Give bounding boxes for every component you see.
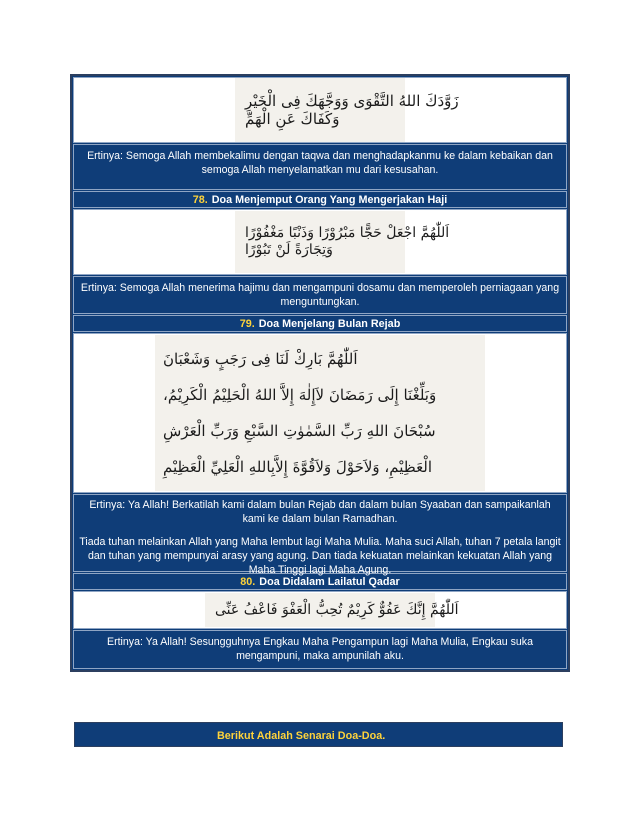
translation-text: Ertinya: Semoga Allah menerima hajimu dan mengampuni dosamu dan memperoleh perniagaan yang menguntungkan.: [80, 282, 560, 308]
arabic-line: اَللّٰهُمَّ إِنَّكَ عَفُوٌّ كَرِيْمٌ تُحِبُّ الْعَفْوَ فَاعْفُ عَنِّى: [215, 601, 459, 618]
translation-text: Ertinya: Ya Allah! Sesungguhnya Engkau Maha Pengampun lagi Maha Mulia, Engkau suka mengampuni, maka ampunilah aku.: [107, 636, 533, 662]
arabic-line: اَللّٰهُمَّ بَارِكْ لَنَا فِى رَجَبٍ وَشَعْبَانَ: [163, 350, 358, 368]
translation-text: Tiada tuhan melainkan Allah yang Maha lembut lagi Maha Mulia. Maha suci Allah, tuhan 7 petala langit dan tuhan yang mempunyai arasy yang agung. Dan tiada kekuatan melainkan kekuatan Allah yang Maha Tinggi lagi Maha Agung.: [79, 536, 561, 576]
arabic-text-image: [155, 335, 485, 491]
arabic-image-row: [73, 591, 567, 629]
arabic-line: الْعَظِيْمِ، وَلاَحَوْلَ وَلاَقُوَّةَ إِلاَّبِاللهِ الْعَلِيِّ الْعَظِيْمِ: [163, 458, 433, 476]
translation-row: [73, 276, 567, 314]
footer-text: Berikut Adalah Senarai Doa-Doa.: [217, 730, 386, 742]
arabic-line: اَللّٰهُمَّ اجْعَلْ حَجًّا مَبْرُوْرًا وَذَنْبًا مَغْفُوْرًا: [245, 225, 450, 242]
section-title: Doa Didalam Lailatul Qadar: [259, 575, 400, 588]
arabic-line: وَتِجَارَةً لَنْ تَبُوْرًا: [245, 242, 333, 258]
section-title: Doa Menjemput Orang Yang Mengerjakan Haji: [211, 193, 448, 206]
arabic-text-image: [205, 593, 459, 627]
translation-row: [73, 630, 567, 669]
section-title: Doa Menjelang Bulan Rejab: [258, 317, 401, 330]
section-number: 79.: [239, 317, 255, 330]
arabic-image-row: [73, 333, 567, 493]
arabic-line: وَبَلِّغْنَا إِلَى رَمَضَانَ لاَإِلٰهَ إِلاَّ اللهُ الْحَلِيْمُ الْكَرِيْمُ،: [163, 386, 437, 404]
translation-row: [73, 144, 567, 190]
section-number: 80.: [240, 575, 256, 588]
section-number: 78.: [192, 193, 208, 206]
section-title-row: [73, 573, 567, 590]
arabic-line: وَكَفَاكَ عَنِ الْهَمِّ: [245, 110, 340, 128]
section-title-row: [73, 191, 567, 208]
arabic-image-row: [73, 209, 567, 275]
arabic-image-row: [73, 77, 567, 143]
arabic-text-image: [235, 78, 459, 142]
translation-text: Ertinya: Semoga Allah membekalimu dengan taqwa dan menghadapkanmu ke dalam kebaikan dan semoga Allah menyelamatkan mu dari kesusahan.: [87, 150, 553, 176]
translation-text: Ertinya: Ya Allah! Berkatilah kami dalam bulan Rejab dan dalam bulan Syaaban dan sampaikanlah kami ke dalam bulan Ramadhan.: [89, 499, 551, 525]
arabic-line: سُبْحَانَ اللهِ رَبِّ السَّمٰوٰتِ السَّبْعِ وَرَبِّ الْعَرْشِ: [163, 422, 436, 440]
translation-row: [73, 494, 567, 576]
doa-table: [70, 74, 570, 672]
arabic-line: زَوَّدَكَ اللهُ التَّقْوَى وَوَجَّهَكَ فِى الْخَيْرِ: [245, 92, 459, 110]
footer-bar: [74, 722, 563, 747]
section-title-row: [73, 315, 567, 332]
arabic-text-image: [235, 211, 450, 273]
